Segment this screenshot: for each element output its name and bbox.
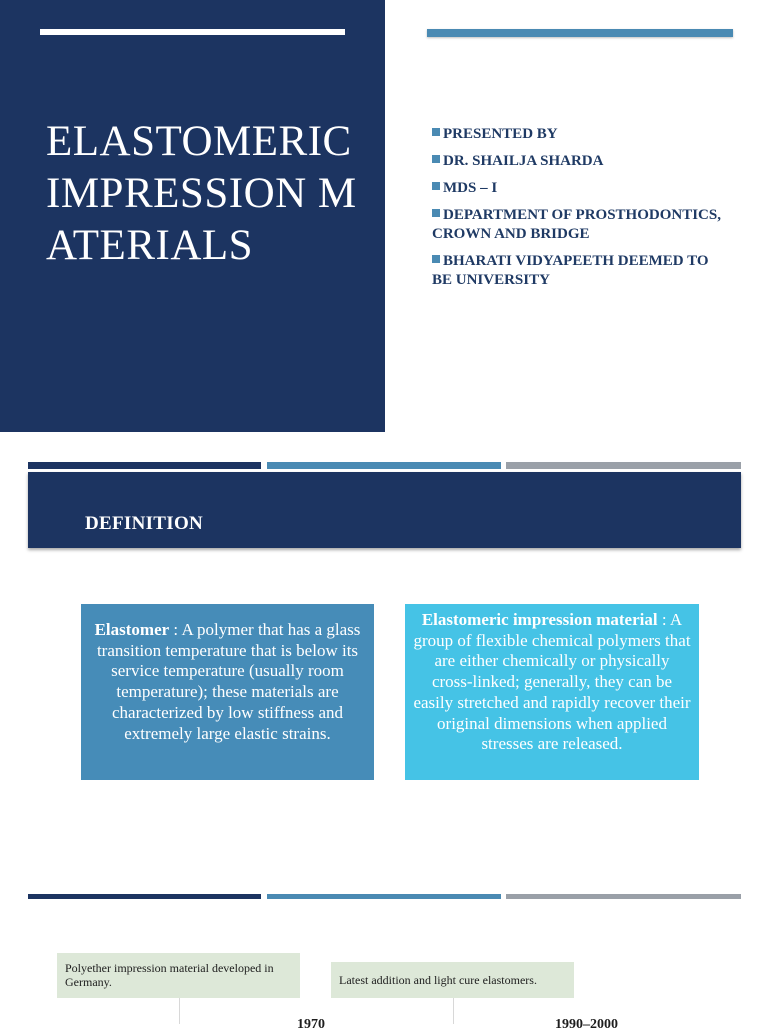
timeline-year: 1990–2000 [555,1017,618,1032]
presenter-item: MDS – I [432,179,722,198]
definition-heading: DEFINITION [85,513,204,534]
definition-term: Elastomeric impression material [421,610,658,629]
square-bullet-icon [432,182,440,190]
presenter-item: PRESENTED BY [432,125,722,144]
square-bullet-icon [432,209,440,217]
definition-header [28,472,741,548]
presenter-item: BHARATI VIDYAPEETH DEEMED TO BE UNIVERSITY [432,253,709,288]
timeline-connector [453,998,454,1024]
divider-bar-gray [506,894,741,899]
elastomer-definition-box [81,604,374,780]
square-bullet-icon [432,128,440,136]
divider-bar-blue [267,894,501,899]
presenter-list [432,125,722,298]
timeline-connector [179,998,180,1024]
divider-bar-blue [267,462,501,469]
timeline-card: Polyether impression material developed in Germany. [57,953,300,998]
divider-bar-dark [28,894,261,899]
impression-material-definition-box [405,604,699,780]
square-bullet-icon [432,155,440,163]
presenter-item: DR. SHAILJA SHARDA [432,152,722,171]
timeline-card: Latest addition and light cure elastomers. [331,962,574,998]
definition-term: Elastomer [94,620,170,639]
slide-title: ELASTOMERIC IMPRESSION MATERIALS [46,118,357,269]
square-bullet-icon [432,255,440,263]
title-rule-right [427,29,733,37]
timeline-year: 1970 [297,1017,325,1032]
title-rule-left [40,29,345,35]
presenter-item: DEPARTMENT OF PROSTHODONTICS, CROWN AND BRIDGE [432,207,721,242]
divider-bar-gray [506,462,741,469]
definition-text: : A polymer that has a glass transition temperature that is below its service temperature (usually room temperature); these materials are characterized by low stiffness and extremely large elastic strains. [96,620,361,743]
definition-text: : A group of flexible chemical polymers that are either chemically or physically cross-linked; generally, they can be easily stretched and rapidly recover their original dimensions when applied stresses are released. [413,610,691,754]
divider-bar-dark [28,462,261,469]
